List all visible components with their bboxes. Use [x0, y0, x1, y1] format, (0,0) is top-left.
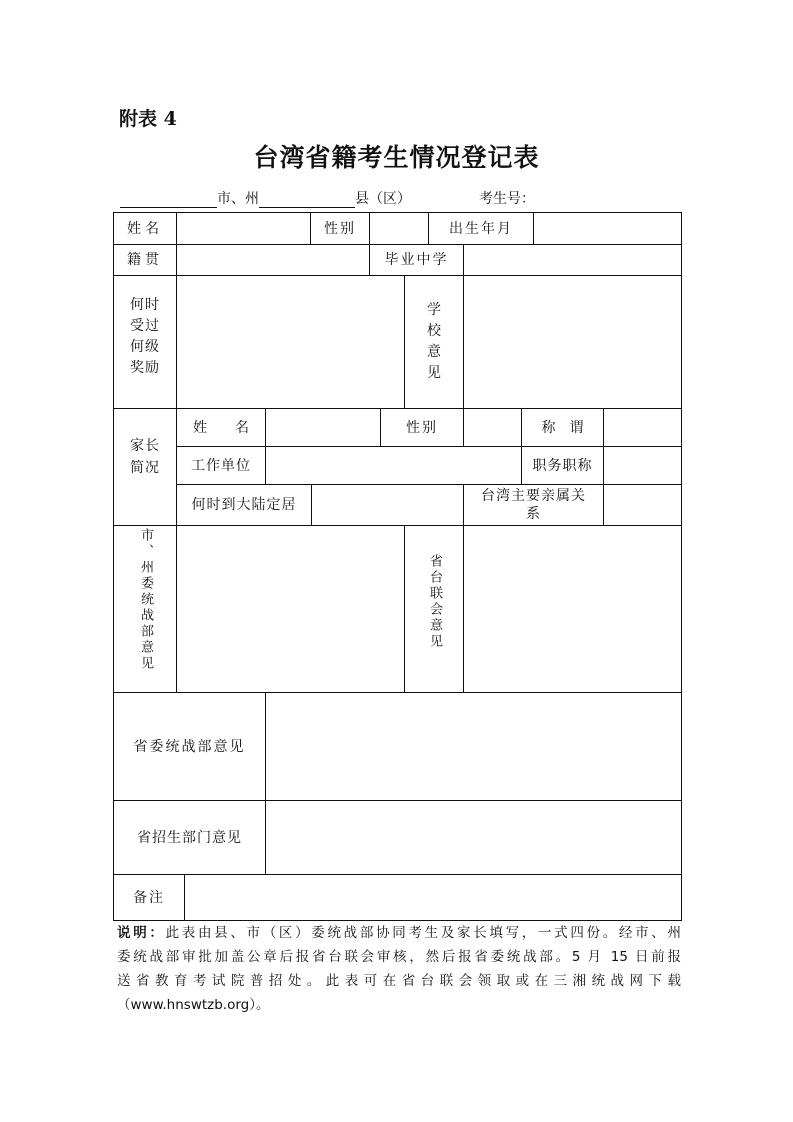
settle-date-field[interactable] — [312, 485, 463, 525]
school-opinion-label — [405, 276, 463, 408]
city-suffix: 市、州 — [217, 191, 259, 207]
school-opinion-field[interactable] — [464, 276, 681, 408]
note-line-1-text: 此表由县、市（区）委统战部协同考生及家长填写，一式四份。经市、州 — [165, 925, 682, 941]
provincial-tai-opinion-label — [405, 526, 463, 692]
birth-label: 出生年月 — [449, 220, 513, 237]
remarks-label: 备注 — [133, 889, 165, 906]
work-unit-field[interactable] — [266, 447, 521, 484]
attachment-label: 附表 4 — [119, 108, 177, 130]
gender-field[interactable] — [370, 213, 428, 244]
school-field[interactable] — [464, 245, 681, 275]
relation-field[interactable] — [604, 409, 681, 446]
note-block — [117, 921, 681, 1017]
taiwan-relatives-label-text: 台湾主要亲属关系 — [481, 488, 586, 522]
gender-label: 性别 — [324, 220, 356, 237]
remarks-field[interactable] — [185, 875, 681, 920]
admission-opinion-label: 省招生部门意见 — [137, 829, 242, 846]
taiwan-relatives-field[interactable] — [604, 485, 681, 525]
position-label: 职务职称 — [532, 457, 593, 474]
county-field[interactable] — [259, 191, 355, 208]
awards-label — [114, 276, 176, 408]
relation-label: 称 谓 — [541, 419, 584, 436]
work-unit-label: 工作单位 — [191, 457, 251, 474]
note-line-2: 委统战部审批加盖公章后报省台联会审核，然后报省委统战部。5 月 15 日前报 — [117, 949, 681, 965]
city-field[interactable] — [120, 191, 217, 208]
family-label — [114, 409, 176, 525]
name-label: 姓名 — [127, 220, 163, 237]
exam-no-label: 考生号： — [479, 191, 535, 207]
city-ufwd-opinion-field[interactable] — [177, 526, 404, 692]
parent-gender-field[interactable] — [464, 409, 521, 446]
native-place-field[interactable] — [177, 245, 369, 275]
note-line-4: （www.hnswtzb.org）。 — [117, 997, 270, 1013]
settle-date-label: 何时到大陆定居 — [191, 497, 297, 513]
awards-field[interactable] — [177, 276, 404, 408]
provincial-ufwd-opinion-label: 省委统战部意见 — [133, 738, 246, 755]
city-ufwd-opinion-label — [114, 526, 176, 692]
provincial-tai-opinion-field[interactable] — [464, 526, 681, 692]
provincial-tai-opinion-label-text: 省台联会意见 — [427, 554, 442, 650]
county-suffix: 县（区） — [355, 191, 411, 207]
city-ufwd-opinion-label-text: 市、州委统战部意见 — [138, 528, 153, 672]
parent-name-label: 姓 名 — [193, 419, 249, 436]
note-prefix: 说明： — [117, 925, 166, 941]
note-line-3: 送省教育考试院普招处。此表可在省台联会领取或在三湘统战网下载 — [117, 973, 681, 989]
parent-name-field[interactable] — [266, 409, 380, 446]
position-field[interactable] — [604, 447, 681, 484]
provincial-ufwd-opinion-field[interactable] — [266, 693, 681, 800]
native-place-label: 籍贯 — [127, 252, 163, 268]
school-label: 毕业中学 — [384, 252, 449, 268]
awards-label-text: 何时受过何级奖励 — [130, 297, 160, 376]
parent-gender-label: 性别 — [406, 419, 438, 436]
family-label-text: 家长简况 — [130, 438, 160, 476]
taiwan-relatives-label — [464, 485, 603, 525]
name-field[interactable] — [177, 213, 310, 244]
birth-field[interactable] — [534, 213, 681, 244]
school-opinion-label-text: 学校意见 — [427, 302, 441, 381]
note-line-1 — [117, 921, 681, 945]
admission-opinion-field[interactable] — [266, 801, 681, 874]
form-header — [120, 190, 535, 208]
page-title: 台湾省籍考生情况登记表 — [253, 143, 540, 172]
